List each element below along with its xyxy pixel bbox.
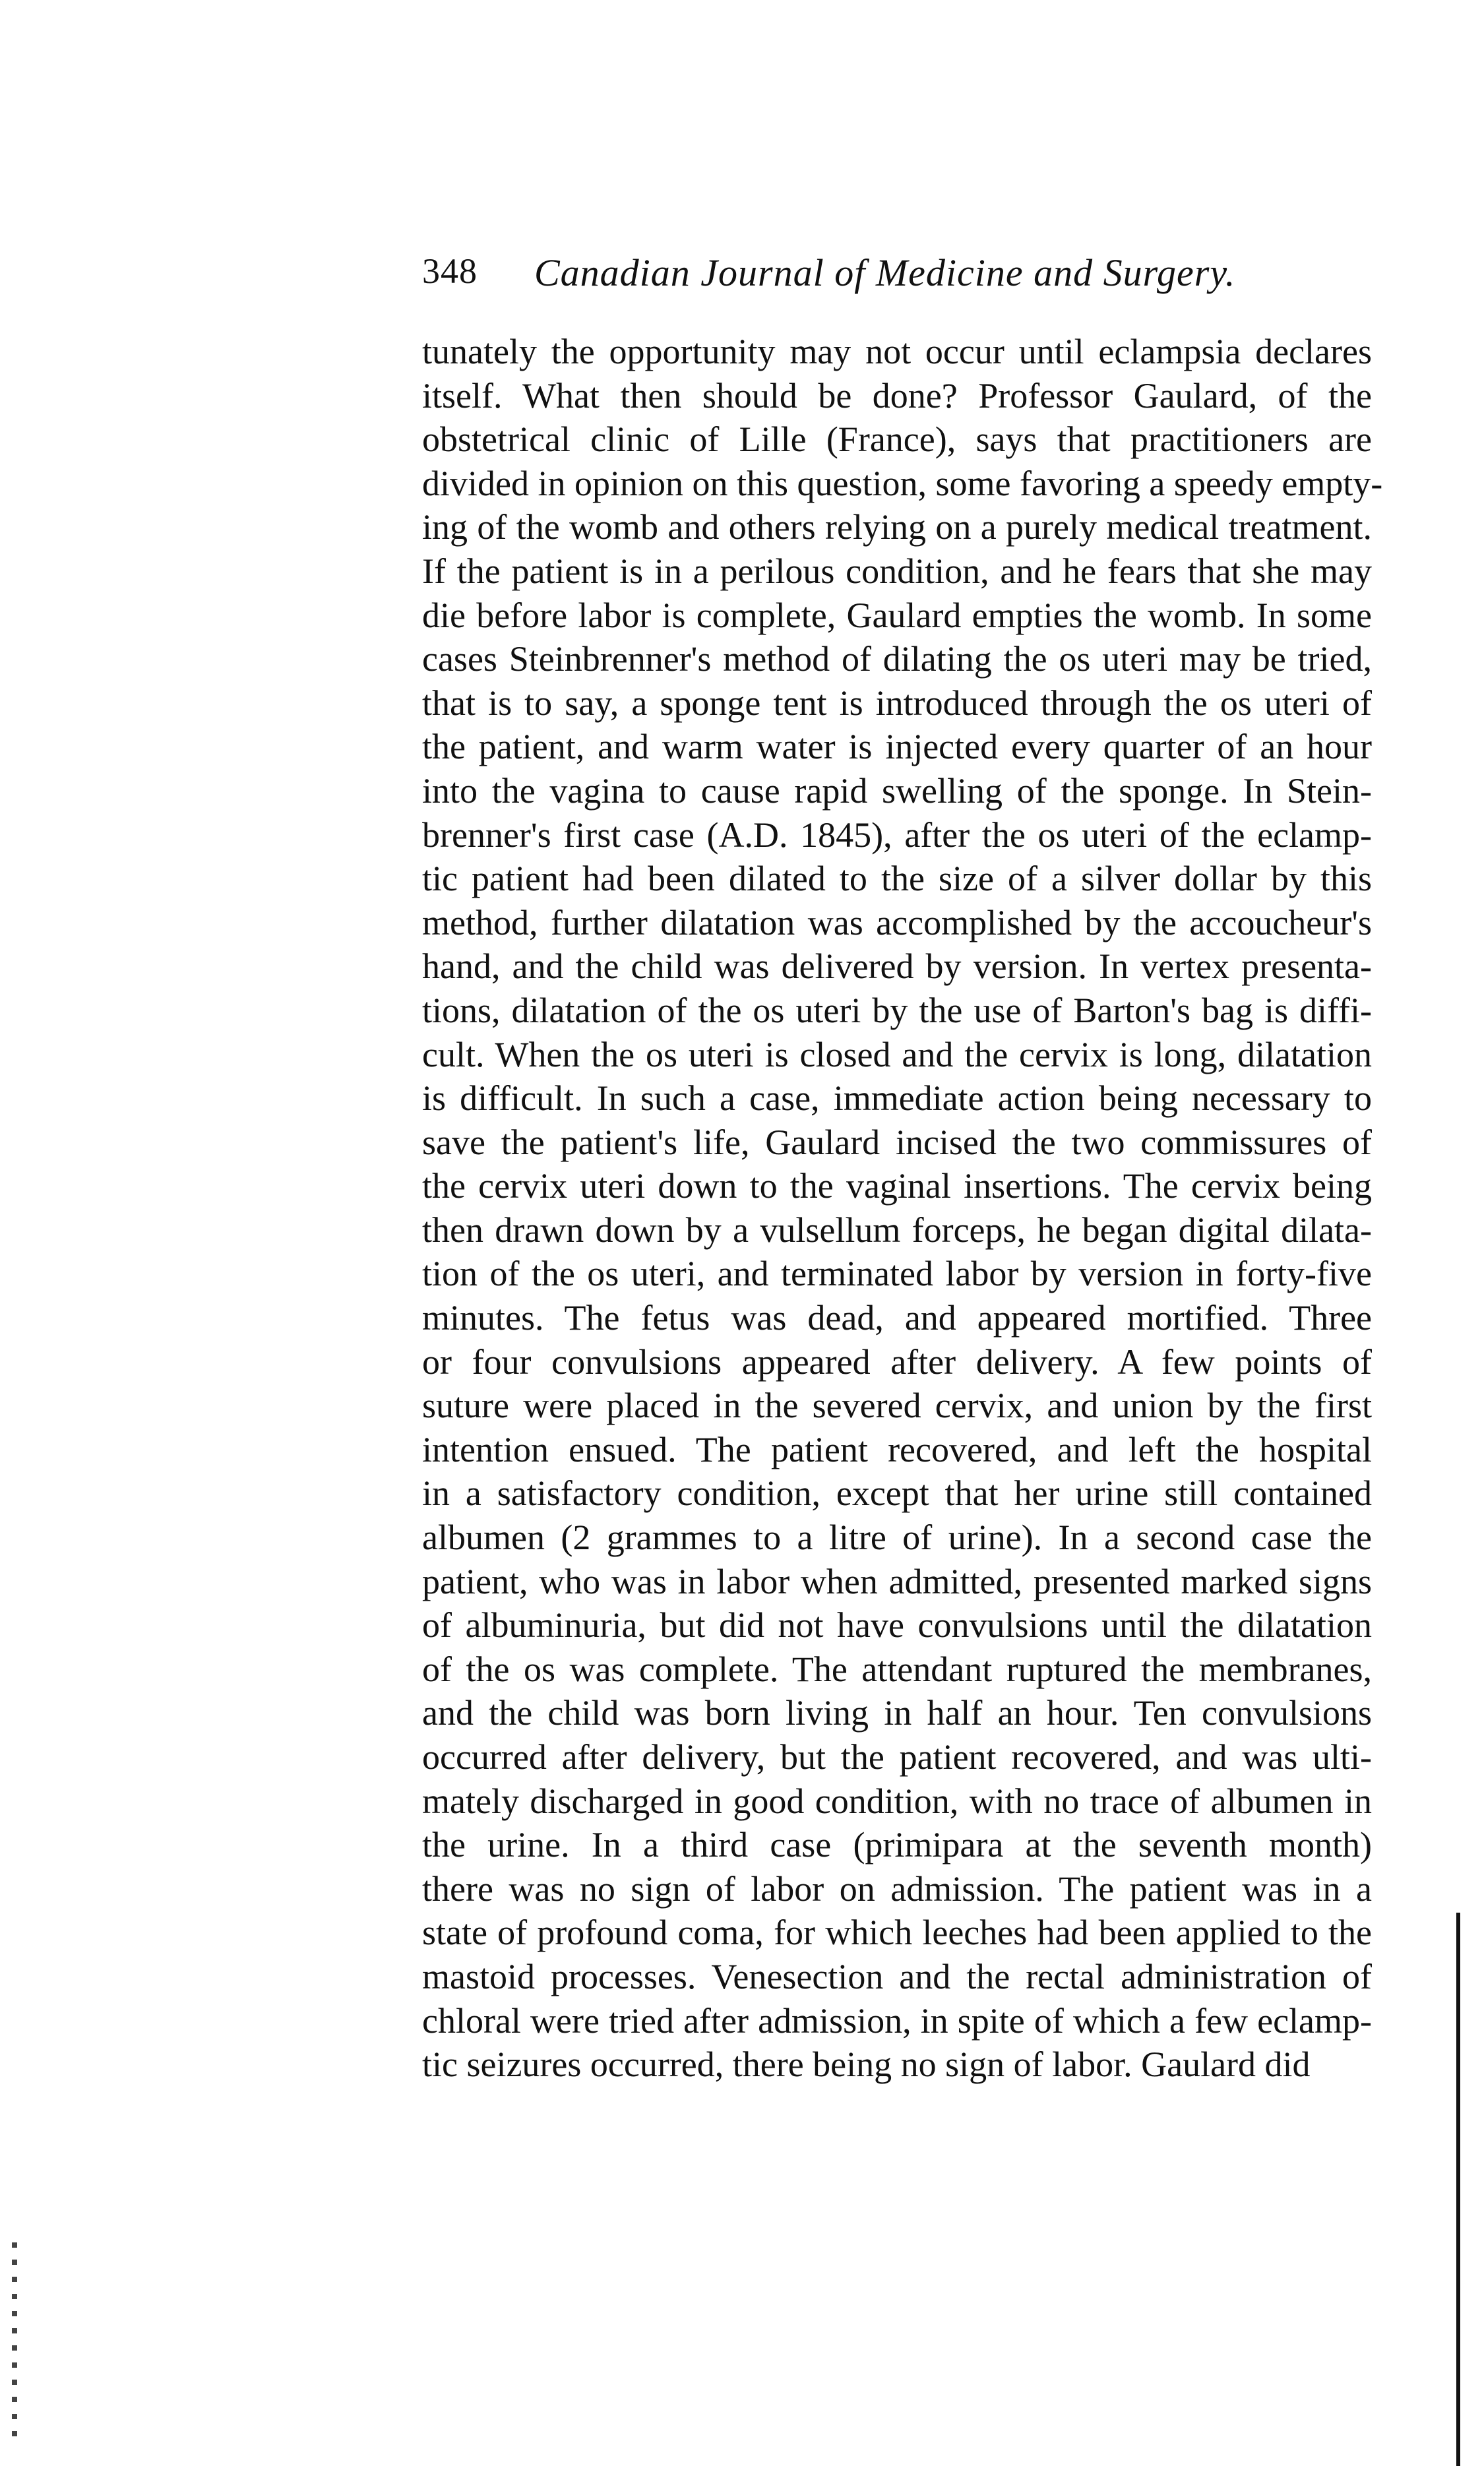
- text-line: that is to say, a sponge tent is introduced through the os uteri of: [422, 683, 1372, 723]
- body-text: [422, 330, 1383, 2087]
- text-line: patient, who was in labor when admitted, presented marked signs: [422, 1561, 1372, 1601]
- text-line: in a satisfactory condition, except that her urine still contained: [422, 1473, 1372, 1514]
- text-line: the patient, and warm water is injected every quarter of an hour: [422, 727, 1372, 767]
- text-line: and the child was born living in half an hour. Ten convulsions: [422, 1693, 1372, 1733]
- text-line: or four convulsions appeared after delivery. A few points of: [422, 1341, 1372, 1382]
- text-line: minutes. The fetus was dead, and appeared mortified. Three: [422, 1298, 1372, 1338]
- text-line: divided in opinion on this question, some favoring a speedy empty-: [422, 463, 1383, 503]
- text-line: the urine. In a third case (primipara at the seventh month): [422, 1825, 1372, 1865]
- text-line: occurred after delivery, but the patient recovered, and was ulti-: [422, 1737, 1372, 1777]
- text-line: die before labor is complete, Gaulard empties the womb. In some: [422, 595, 1372, 635]
- text-line: suture were placed in the severed cervix, and union by the first: [422, 1386, 1372, 1426]
- text-line: the cervix uteri down to the vaginal insertions. The cervix being: [422, 1166, 1372, 1206]
- text-line: cases Steinbrenner's method of dilating the os uteri may be tried,: [422, 639, 1372, 679]
- text-line: tic patient had been dilated to the size of a silver dollar by this: [422, 859, 1372, 899]
- text-line: tion of the os uteri, and terminated labor by version in forty-five: [422, 1254, 1372, 1294]
- scan-edge-rule: [1456, 1913, 1460, 2466]
- page-number: 348: [422, 251, 478, 291]
- text-line: If the patient is in a perilous condition, and he fears that she may: [422, 551, 1372, 591]
- text-line: brenner's first case (A.D. 1845), after the os uteri of the eclamp-: [422, 815, 1372, 855]
- text-line: of the os was complete. The attendant ruptured the membranes,: [422, 1649, 1372, 1689]
- text-line: mastoid processes. Venesection and the rectal administration of: [422, 1956, 1372, 1996]
- text-line: save the patient's life, Gaulard incised the two commissures of: [422, 1122, 1372, 1162]
- text-line: albumen (2 grammes to a litre of urine). In a second case the: [422, 1518, 1372, 1558]
- text-line: tions, dilatation of the os uteri by the use of Barton's bag is diffi-: [422, 990, 1372, 1030]
- text-line: intention ensued. The patient recovered, and left the hospital: [422, 1429, 1372, 1469]
- text-line: of albuminuria, but did not have convulsions until the dilatation: [422, 1605, 1372, 1646]
- page-header: [422, 251, 1385, 310]
- text-line: tunately the opportunity may not occur until eclampsia declares: [422, 332, 1372, 371]
- text-line: itself. What then should be done? Professor Gaulard, of the: [422, 375, 1372, 416]
- text-line: obstetrical clinic of Lille (France), says that practitioners are: [422, 419, 1372, 460]
- text-line: ing of the womb and others relying on a purely medical treatment.: [422, 507, 1372, 547]
- running-title: Canadian Journal of Medicine and Surgery.: [534, 251, 1236, 294]
- text-line: hand, and the child was delivered by version. In vertex presenta-: [422, 946, 1372, 987]
- text-line: mately discharged in good condition, with no trace of albumen in: [422, 1781, 1372, 1821]
- text-line: cult. When the os uteri is closed and the cervix is long, dilatation: [422, 1034, 1372, 1074]
- text-line: there was no sign of labor on admission. The patient was in a: [422, 1868, 1372, 1909]
- text-line: is difficult. In such a case, immediate action being necessary to: [422, 1078, 1372, 1119]
- text-line: state of profound coma, for which leeches had been applied to the: [422, 1913, 1372, 1953]
- text-line: into the vagina to cause rapid swelling of the sponge. In Stein-: [422, 770, 1372, 811]
- scan-edge-marks: [12, 2242, 17, 2440]
- text-line: then drawn down by a vulsellum forceps, he began digital dilata-: [422, 1210, 1372, 1250]
- text-line: chloral were tried after admission, in spite of which a few eclamp-: [422, 2000, 1372, 2041]
- text-line: method, further dilatation was accomplished by the accoucheur's: [422, 902, 1372, 942]
- text-line: tic seizures occurred, there being no sign of labor. Gaulard did: [422, 2045, 1311, 2085]
